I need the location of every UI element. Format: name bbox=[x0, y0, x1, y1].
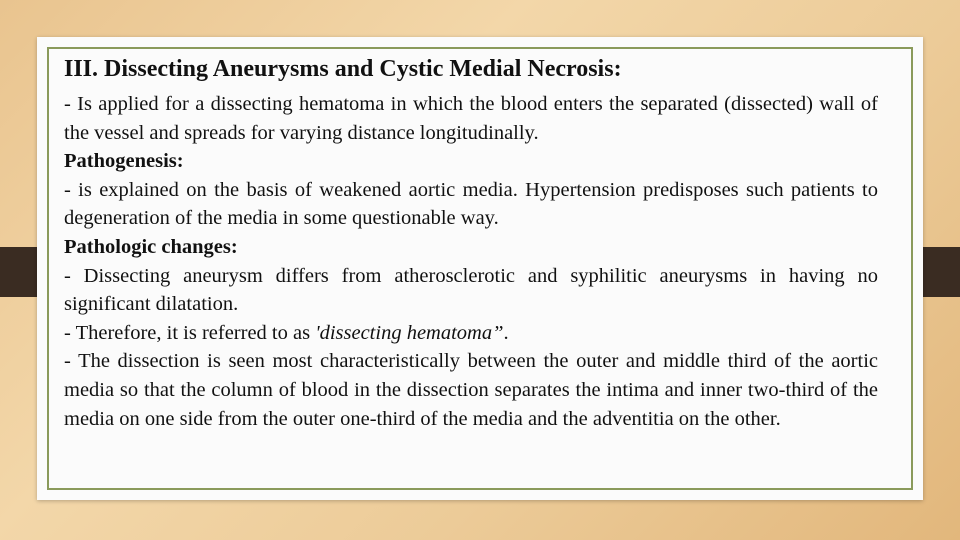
changes-text-2 bbox=[64, 319, 878, 348]
slide-title: III. Dissecting Aneurysms and Cystic Medial Necrosis: bbox=[64, 56, 622, 82]
pathogenesis-text: - is explained on the basis of weakened aortic media. Hypertension predisposes such patients to degeneration of the media in some questionable way. bbox=[64, 178, 878, 230]
changes-text-2-prefix: - Therefore, it is referred to as bbox=[64, 321, 316, 344]
pathogenesis-heading: Pathogenesis: bbox=[64, 150, 184, 173]
pathologic-changes-heading: Pathologic changes: bbox=[64, 235, 238, 258]
changes-text-1: - Dissecting aneurysm differs from atherosclerotic and syphilitic aneurysms in having no significant dilatation. bbox=[64, 264, 878, 316]
changes-text-2-italic: 'dissecting hematoma” bbox=[315, 321, 504, 344]
changes-text-3: - The dissection is seen most characteristically between the outer and middle third of the aortic media so that the column of blood in the dissection separates the intima and inner two-third of the media on one side from the outer one-third of the media and the adventitia on the other. bbox=[64, 350, 878, 430]
intro-text: - Is applied for a dissecting hematoma in which the blood enters the separated (dissected) wall of the vessel and spreads for varying distance longitudinally. bbox=[64, 93, 878, 144]
changes-text-2-suffix: . bbox=[503, 321, 509, 344]
slide-content bbox=[64, 52, 878, 433]
